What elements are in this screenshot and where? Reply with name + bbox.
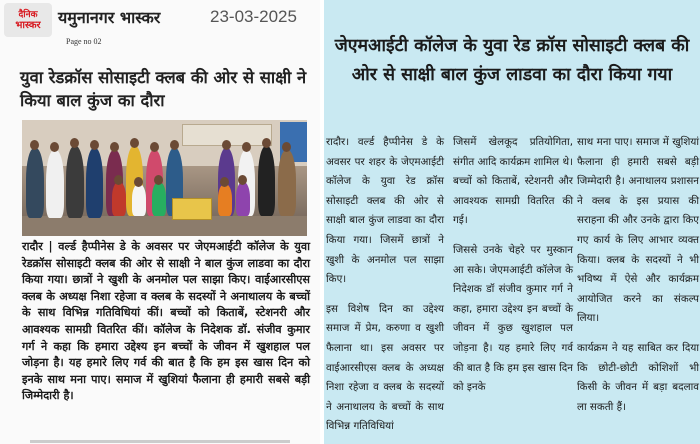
- logo-text-bottom: भास्कर: [15, 19, 41, 31]
- newspaper-clipping: [0, 0, 320, 444]
- paragraph: जिसमें खेलकूद प्रतियोगिता, संगीत आदि कार्यक्रम शामिल थे। बच्चों को किताबें, स्टेशनरी और आवश्यक सामग्री वितरित की गई।: [453, 136, 573, 227]
- paragraph: साथ मना पाए। समाज में खुशियां फैलाना ही हमारी सबसे बड़ी जिम्मेदारी है। अनाथालय प्रशासन ने क्लब के इस प्रयास की सराहना की और उनके द्वारा किए गए कार्य के लिए आभार व्यक्त किया। क्लब के सदस्यों ने भी भविष्य में ऐसे और कार्यक्रम आयोजित करने का संकल्प लिया।: [577, 136, 699, 325]
- article-column-2: [453, 133, 573, 398]
- masthead: यमुनानगर भास्कर: [58, 8, 161, 27]
- paragraph: कार्यक्रम ने यह साबित कर दिया कि छोटी-छोटी कोशिशों भी किसी के जीवन में बड़ा बदलाव ला सकती हैं।: [577, 341, 699, 413]
- paragraph: रादौर। वर्ल्ड हैप्पीनेस डे के अवसर पर शहर के जेएमआईटी कॉलेज के युवा रेड क्रॉस सोसाइटी क्लब की ओर से साक्षी बाल कुंज लाडवा का दौरा किया गया। जिसमें छात्रों ने खुशी के अनमोल पल साझा किए।: [326, 136, 444, 286]
- logo-text-top: दैनिक: [18, 9, 38, 20]
- dainik-bhaskar-logo: [4, 3, 52, 37]
- publication-date: 23-03-2025: [210, 7, 297, 26]
- article-headline: जेएमआईटी कॉलेज के युवा रेड क्रॉस सोसाइटी क्लब की ओर से साक्षी बाल कुंज लाडवा का दौरा किया गया: [334, 36, 690, 85]
- page-number: Page no 02: [66, 37, 102, 46]
- clipping-headline: युवा रेडक्रॉस सोसाइटी क्लब की ओर से साक्षी ने किया बाल कुंज का दौरा: [20, 68, 307, 110]
- article-column-1: [326, 133, 444, 437]
- group-photo: [22, 120, 307, 236]
- paragraph: जिससे उनके चेहरे पर मुस्कान आ सके। जेएमआईटी कॉलेज के निदेशक डॉ संजीव कुमार गर्ग ने कहा, हमारा उद्देश्य इन बच्चों के जीवन में कुछ खुशहाल पल जोड़ना है। यह हमारे लिए गर्व की बात है कि हम इस खास दिन को इनके: [453, 243, 573, 394]
- clipping-body-text: रादौर | वर्ल्ड हैप्पीनेस डे के अवसर पर जेएमआईटी कॉलेज के युवा रेडक्रॉस सोसाइटी क्लब की ओर से साक्षी ने बाल कुंज लाडवा का दौरा किया गया। छात्रों ने खुशी के अनमोल पल साझा किए। वाईआरसीएस क्लब के अध्यक्ष निशा रहेजा व क्लब के सदस्यों ने अनाथालय के बच्चों के साथ विभिन्न गतिविधियां कीं। बच्चों को किताबें, स्टेशनरी और आवश्यक सामग्री वितरित कीं। कॉलेज के निदेशक डॉ. संजीव कुमार गर्ग ने कहा कि हमारा उद्देश्य इन बच्चों के जीवन में खुशहाल पल जोड़ना है। यह हमारे लिए गर्व की बात है कि हम इस खास दिन को इनके साथ मना पाए। समाज में खुशियां फैलाना ही हमारी सबसे बड़ी जिम्मेदारी है।: [22, 240, 310, 403]
- poster: [172, 198, 212, 220]
- paragraph: इस विशेष दिन का उद्देश्य समाज में प्रेम, करुणा व खुशी फैलाना था। इस अवसर पर वाईआरसीएस क्लब के अध्यक्ष निशा रहेजा व क्लब के सदस्यों ने अनाथालय के बच्चों के साथ विभिन्न गतिविधियां: [326, 302, 444, 433]
- article-column-3: [577, 133, 699, 417]
- article-panel: [324, 0, 700, 444]
